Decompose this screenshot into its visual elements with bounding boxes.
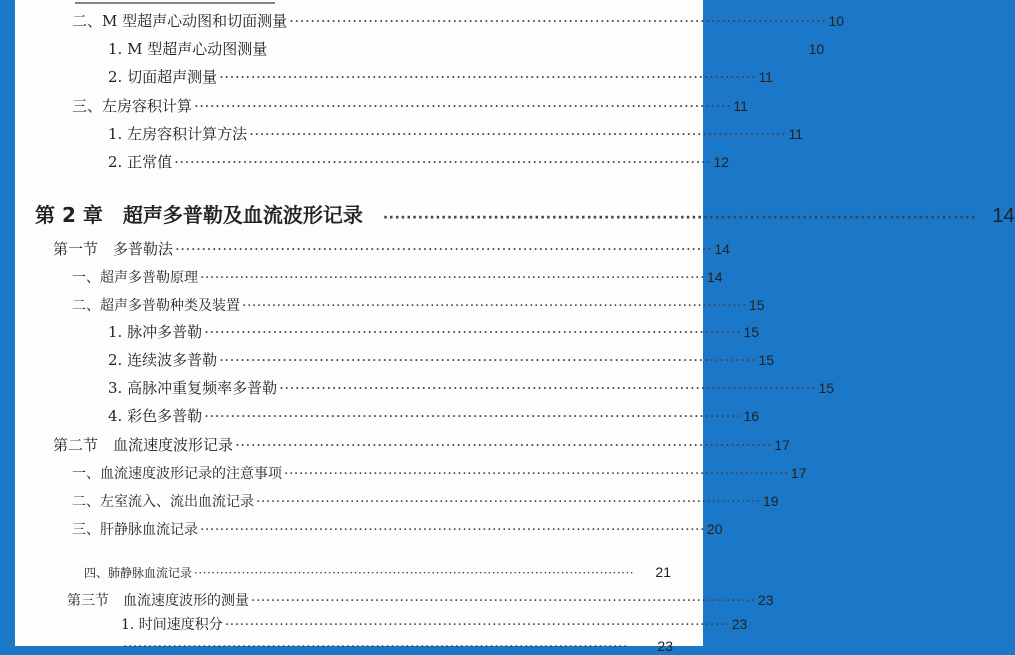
toc-entry[interactable]: 四、肺静脉血流记录 ······································································································ 21 [84,564,671,580]
toc-upper-section [15,0,1015,548]
toc-entry[interactable]: 2. 连续波多普勒 ······································································································ 15 [108,351,775,369]
toc-entry[interactable]: 3. 高脉冲重复频率多普勒 ······································································································ 15 [108,379,835,397]
toc-entry[interactable]: 二、左室流入、流出血流记录 ······································································································ 19 [72,493,779,510]
toc-section[interactable]: 第三节 血流速度波形的测量 ······································································································ 23 [67,592,774,609]
toc-entry[interactable]: 1. 时间速度积分 ······································································································ 23 [121,616,748,633]
chapter-heading[interactable]: 第 2 章 超声多普勒及血流波形记录 ······································································································ 14 [35,203,1015,227]
toc-lower-section [15,548,774,655]
toc-entry[interactable]: 1. 左房容积计算方法 ······································································································ 11 [108,125,803,143]
toc-entry[interactable]: 二、超声多普勒种类及装置 ······································································································ 15 [72,297,765,314]
toc-entry[interactable]: 一、超声多普勒原理 ······································································································ 14 [72,269,723,286]
toc-section[interactable]: 第二节 血流速度波形记录 ······································································································ 17 [53,436,790,454]
toc-entry[interactable]: 三、肝静脉血流记录 ······································································································ 20 [72,521,723,538]
toc-entry[interactable]: 4. 彩色多普勒 ······································································································ 16 [108,407,760,425]
toc-entry[interactable]: 1. M 型超声心动图测量 10 [108,40,825,58]
toc-entry[interactable]: 2. 切面超声测量 ······································································································ 11 [108,68,773,86]
toc-entry[interactable]: 二、M 型超声心动图和切面测量 ······································································································ 10 [72,12,845,30]
toc-entry[interactable]: 一、血流速度波形记录的注意事项 ······································································································ 17 [72,465,807,482]
toc-entry[interactable]: 1. 脉冲多普勒 ······································································································ 15 [108,323,760,341]
toc-entry[interactable]: 2. 正常值 ······································································································ 12 [108,153,730,171]
toc-section[interactable]: 第一节 多普勒法 ······································································································ 14 [53,240,730,258]
toc-page [15,0,1015,655]
toc-entry[interactable]: 三、左房容积计算 ······································································································ 11 [72,97,748,115]
toc-entry-cut[interactable]: ······································································································ 23 [123,638,673,655]
